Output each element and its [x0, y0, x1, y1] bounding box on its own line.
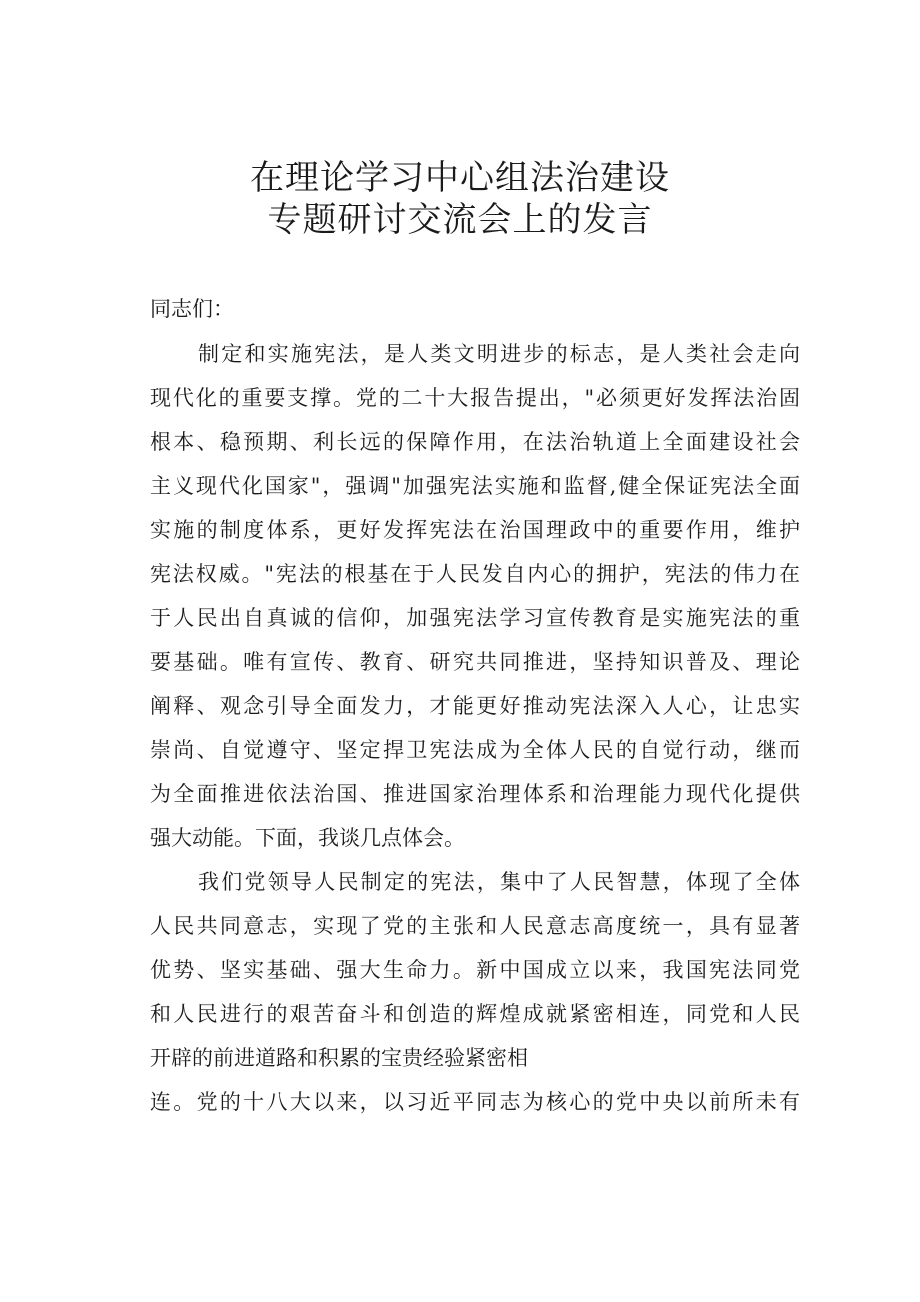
body-line: 连。党的十八大以来，以习近平同志为核心的党中央以前所未有 [150, 1090, 800, 1114]
body-line: 崇尚、自觉遵守、坚定捍卫宪法成为全体人民的自觉行动，继而 [150, 738, 800, 762]
document-title-line-2: 专题研讨交流会上的发言 [267, 200, 653, 240]
body-line: 根本、稳预期、利长远的保障作用，在法治轨道上全面建设社会 [150, 430, 800, 454]
body-line: 强大动能。下面，我谈几点体会。 [150, 826, 465, 850]
body-line: 和人民进行的艰苦奋斗和创造的辉煌成就紧密相连，同党和人民 [150, 1002, 800, 1026]
body-line: 阐释、观念引导全面发力，才能更好推动宪法深入人心，让忠实 [150, 694, 800, 718]
body-line: 主义现代化国家"，强调"加强宪法实施和监督,健全保证宪法全面 [150, 474, 800, 498]
body-line: 制定和实施宪法，是人类文明进步的标志，是人类社会走向 [198, 342, 800, 366]
body-line: 优势、坚实基础、强大生命力。新中国成立以来，我国宪法同党 [150, 958, 800, 982]
body-line: 为全面推进依法治国、推进国家治理体系和治理能力现代化提供 [150, 782, 800, 806]
body-line: 现代化的重要支撑。党的二十大报告提出，"必须更好发挥法治固 [150, 386, 800, 410]
body-line: 开辟的前进道路和积累的宝贵经验紧密相 [150, 1046, 528, 1070]
body-line: 宪法权威。"宪法的根基在于人民发自内心的拥护，宪法的伟力在 [150, 562, 800, 586]
body-line: 人民共同意志，实现了党的主张和人民意志高度统一，具有显著 [150, 914, 800, 938]
document-title-line-1: 在理论学习中心组法治建设 [250, 158, 670, 198]
salutation: 同志们： [150, 297, 234, 321]
body-line: 于人民出自真诚的信仰，加强宪法学习宣传教育是实施宪法的重 [150, 606, 800, 630]
body-line: 要基础。唯有宣传、教育、研究共同推进，坚持知识普及、理论 [150, 650, 800, 674]
body-line: 我们党领导人民制定的宪法，集中了人民智慧，体现了全体 [198, 870, 800, 894]
body-line: 实施的制度体系，更好发挥宪法在治国理政中的重要作用，维护 [150, 518, 800, 542]
